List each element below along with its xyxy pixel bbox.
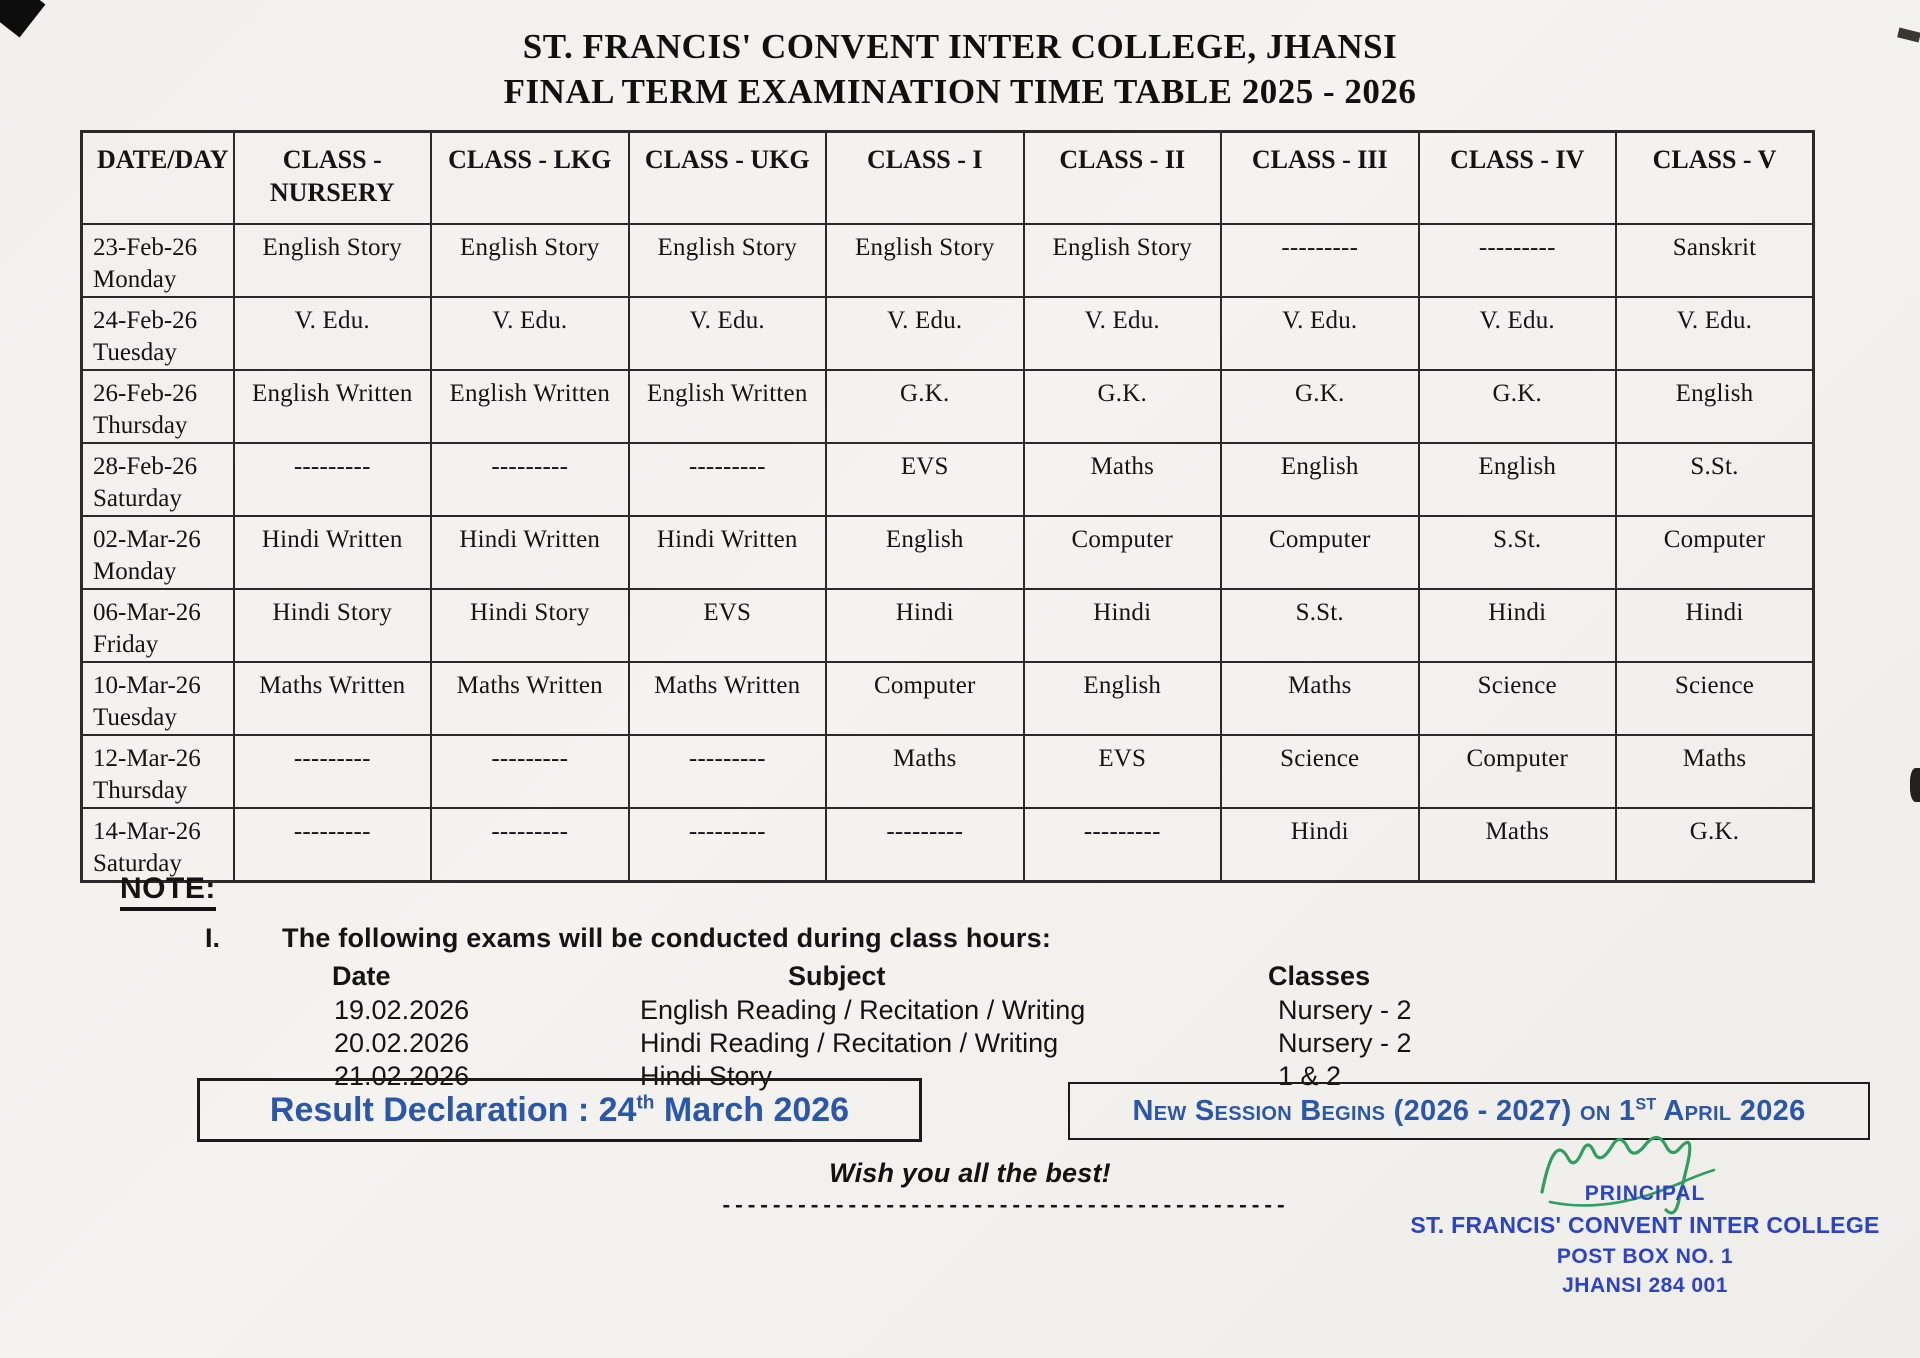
note-section (120, 872, 1820, 1094)
dashed-divider: --------------------------------------------- (720, 1196, 1288, 1219)
subject-cell: Maths (1616, 735, 1814, 808)
exam-day: Friday (93, 630, 159, 658)
note-entry-date: 20.02.2026 (334, 1028, 470, 1058)
result-declaration-box (197, 1078, 922, 1142)
subject-cell: Maths Written (629, 662, 827, 735)
subject-cell: --------- (431, 735, 629, 808)
subject-cell: S.St. (1221, 589, 1419, 662)
stamp-college-name: ST. FRANCIS' CONVENT INTER COLLEGE (1410, 1212, 1880, 1238)
exam-timetable (80, 130, 1815, 883)
header-class-column: CLASS - III (1221, 132, 1419, 224)
subject-cell: EVS (629, 589, 827, 662)
exam-day: Thursday (93, 411, 188, 439)
subject-cell: V. Edu. (431, 297, 629, 370)
subject-cell: --------- (234, 808, 432, 882)
subject-cell: Hindi (1616, 589, 1814, 662)
note-entry-date: 19.02.2026 (334, 995, 470, 1025)
header-class-column: CLASS - LKG (431, 132, 629, 224)
wish-text: Wish you all the best! (829, 1158, 1111, 1188)
subject-cell: English (1024, 662, 1222, 735)
subject-cell: Hindi (1221, 808, 1419, 882)
subject-cell: English Written (629, 370, 827, 443)
subject-cell: Hindi Written (234, 516, 432, 589)
subject-cell: Maths Written (431, 662, 629, 735)
subject-cell: English Story (826, 224, 1024, 297)
timetable-row (82, 370, 1814, 443)
note-entry-classes: Nursery - 2 (1278, 995, 1412, 1025)
note-item-text: The following exams will be conducted during class hours: (282, 923, 1052, 953)
date-day-cell (82, 808, 234, 882)
subject-cell: Science (1419, 662, 1617, 735)
subject-cell: V. Edu. (1221, 297, 1419, 370)
exam-date: 23-Feb-26 (93, 233, 198, 261)
subject-cell: --------- (431, 443, 629, 516)
subject-cell: --------- (1221, 224, 1419, 297)
document-subtitle: FINAL TERM EXAMINATION TIME TABLE 2025 - 2026 (503, 72, 1417, 111)
school-name: ST. FRANCIS' CONVENT INTER COLLEGE, JHANSI (522, 27, 1398, 66)
result-declaration-text: Result Declaration : 24th March 2026 (269, 1090, 850, 1129)
timetable-row (82, 662, 1814, 735)
header-class-column: CLASS - UKG (629, 132, 827, 224)
note-entry-subject: Hindi Story (640, 1061, 773, 1091)
subject-cell: Hindi Story (234, 589, 432, 662)
header-class-column: CLASS - V (1616, 132, 1814, 224)
subject-cell: V. Edu. (1024, 297, 1222, 370)
note-entry-date: 21.02.2026 (334, 1061, 470, 1091)
subject-cell: --------- (629, 735, 827, 808)
date-day-cell (82, 589, 234, 662)
new-session-text: New Session Begins (2026 - 2027) on 1ST April 2026 (1132, 1094, 1806, 1127)
date-day-cell (82, 662, 234, 735)
subject-cell: G.K. (1616, 808, 1814, 882)
subject-cell: G.K. (1221, 370, 1419, 443)
subject-cell: Computer (826, 662, 1024, 735)
note-col-classes: Classes (1268, 961, 1371, 991)
exam-day: Tuesday (93, 703, 177, 731)
subject-cell: Hindi (1024, 589, 1222, 662)
subject-cell: EVS (826, 443, 1024, 516)
principal-stamp (1400, 1182, 1890, 1298)
subject-cell: V. Edu. (826, 297, 1024, 370)
timetable-header (82, 132, 1814, 224)
subject-cell: Hindi (1419, 589, 1617, 662)
note-col-subject: Subject (788, 961, 886, 991)
exam-day: Monday (93, 265, 177, 293)
subject-cell: --------- (1419, 224, 1617, 297)
subject-cell: English (826, 516, 1024, 589)
subject-cell: --------- (1024, 808, 1222, 882)
timetable-row (82, 735, 1814, 808)
subject-cell: --------- (234, 443, 432, 516)
date-day-cell (82, 224, 234, 297)
scan-speck-right-edge (1910, 768, 1920, 802)
timetable-row (82, 808, 1814, 882)
exam-date: 28-Feb-26 (93, 452, 198, 480)
subject-cell: --------- (826, 808, 1024, 882)
timetable-body (82, 224, 1814, 882)
stamp-principal: PRINCIPAL (1584, 1182, 1706, 1205)
note-entry-row (120, 1028, 1820, 1061)
date-day-cell (82, 443, 234, 516)
header-class-column: CLASS - II (1024, 132, 1222, 224)
stamp-city: JHANSI 284 001 (1562, 1274, 1728, 1297)
subject-cell: Hindi Written (629, 516, 827, 589)
subject-cell: G.K. (826, 370, 1024, 443)
exam-day: Saturday (93, 484, 182, 512)
subject-cell: V. Edu. (629, 297, 827, 370)
date-day-cell (82, 735, 234, 808)
subject-cell: Hindi Written (431, 516, 629, 589)
subject-cell: Science (1221, 735, 1419, 808)
header-class-column: CLASS - NURSERY (234, 132, 432, 224)
timetable-row (82, 297, 1814, 370)
document-title (0, 0, 1920, 114)
exam-date: 10-Mar-26 (93, 671, 201, 699)
timetable-row (82, 516, 1814, 589)
timetable-row (82, 224, 1814, 297)
subject-cell: Science (1616, 662, 1814, 735)
timetable-header-row (82, 132, 1814, 224)
subject-cell: V. Edu. (1616, 297, 1814, 370)
subject-cell: --------- (629, 808, 827, 882)
subject-cell: G.K. (1024, 370, 1222, 443)
subject-cell: English Story (431, 224, 629, 297)
note-entry-subject: English Reading / Recitation / Writing (640, 995, 1086, 1025)
subject-cell: English Story (234, 224, 432, 297)
note-entry-classes: 1 & 2 (1278, 1061, 1342, 1091)
subject-cell: English Story (629, 224, 827, 297)
subject-cell: Hindi (826, 589, 1024, 662)
subject-cell: --------- (431, 808, 629, 882)
subject-cell: Maths (826, 735, 1024, 808)
exam-day: Monday (93, 557, 177, 585)
subject-cell: Hindi Story (431, 589, 629, 662)
subject-cell: Maths Written (234, 662, 432, 735)
note-col-date: Date (332, 961, 391, 991)
subject-cell: English Story (1024, 224, 1222, 297)
date-day-cell (82, 516, 234, 589)
subject-cell: EVS (1024, 735, 1222, 808)
exam-date: 24-Feb-26 (93, 306, 198, 334)
new-session-box (1068, 1082, 1870, 1140)
stamp-post-box: POST BOX NO. 1 (1556, 1245, 1734, 1268)
exam-day: Thursday (93, 776, 188, 804)
subject-cell: S.St. (1616, 443, 1814, 516)
subject-cell: Maths (1221, 662, 1419, 735)
subject-cell: S.St. (1419, 516, 1617, 589)
subject-cell: Computer (1024, 516, 1222, 589)
exam-date: 02-Mar-26 (93, 525, 201, 553)
header-class-column: CLASS - IV (1419, 132, 1617, 224)
note-label: NOTE: (120, 872, 216, 911)
exam-date: 06-Mar-26 (93, 598, 201, 626)
subject-cell: V. Edu. (1419, 297, 1617, 370)
date-day-cell (82, 370, 234, 443)
exam-date: 26-Feb-26 (93, 379, 198, 407)
subject-cell: English (1419, 443, 1617, 516)
subject-cell: Computer (1221, 516, 1419, 589)
exam-date: 14-Mar-26 (93, 817, 201, 845)
subject-cell: --------- (629, 443, 827, 516)
exam-day: Tuesday (93, 338, 177, 366)
exam-day: Saturday (93, 849, 182, 877)
exam-date: 12-Mar-26 (93, 744, 201, 772)
note-entry-row (120, 995, 1820, 1028)
subject-cell: Computer (1616, 516, 1814, 589)
date-day-cell (82, 297, 234, 370)
subject-cell: Maths (1419, 808, 1617, 882)
subject-cell: English (1221, 443, 1419, 516)
subject-cell: Sanskrit (1616, 224, 1814, 297)
subject-cell: --------- (234, 735, 432, 808)
timetable-row (82, 589, 1814, 662)
note-entry-subject: Hindi Reading / Recitation / Writing (640, 1028, 1059, 1058)
subject-cell: English Written (234, 370, 432, 443)
subject-cell: Maths (1024, 443, 1222, 516)
note-column-headers (120, 961, 1820, 995)
subject-cell: Computer (1419, 735, 1617, 808)
subject-cell: English (1616, 370, 1814, 443)
note-item-number: I. (205, 923, 221, 953)
subject-cell: English Written (431, 370, 629, 443)
note-item (120, 923, 1820, 959)
header-class-column: CLASS - I (826, 132, 1024, 224)
subject-cell: V. Edu. (234, 297, 432, 370)
subject-cell: G.K. (1419, 370, 1617, 443)
timetable-row (82, 443, 1814, 516)
header-date-day: DATE/DAY (82, 132, 234, 224)
note-entry-classes: Nursery - 2 (1278, 1028, 1412, 1058)
